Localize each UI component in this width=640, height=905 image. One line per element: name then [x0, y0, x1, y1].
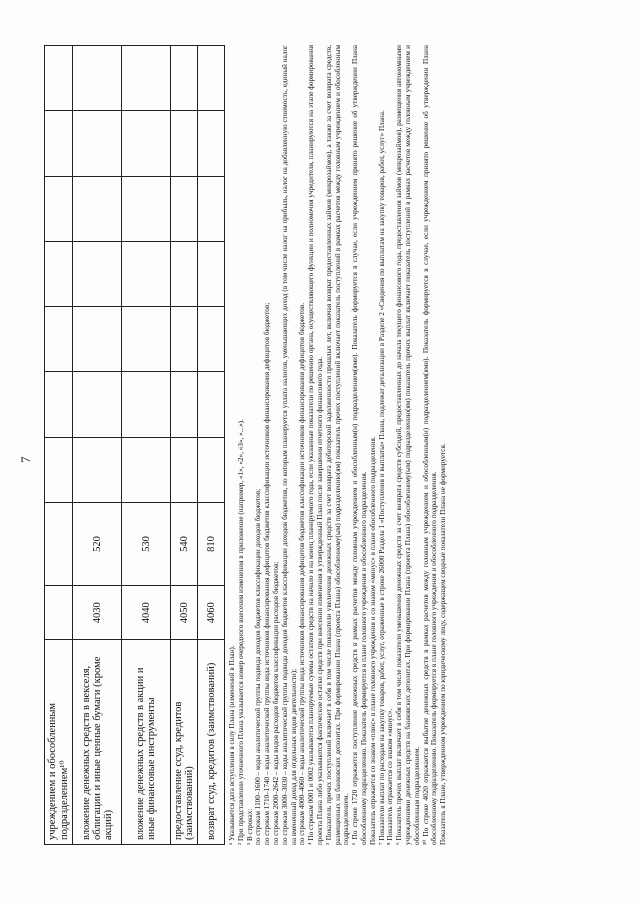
table-cell [45, 372, 73, 437]
table-cell: возврат ссуд, кредитов (заимствований) [198, 640, 225, 845]
table-cell: 4050 [171, 586, 198, 640]
table-cell [122, 437, 171, 502]
footnote: по строкам 4000–4060 – коды аналитической группы вида источников финансирования дефицитов бюджетов классификации источников финансирования дефицитов бюджетов. [298, 302, 307, 845]
table-cell [73, 46, 122, 111]
footnote: ¹ Указывается дата вступления в силу Плана (изменений в План). [228, 645, 236, 845]
table-cell [198, 307, 225, 372]
table-cell [171, 307, 198, 372]
table-cell [45, 111, 73, 176]
table-row [73, 46, 122, 845]
table-row [122, 46, 171, 845]
table-cell: 4030 [73, 586, 122, 640]
footnote: ⁸ Показатель отражается со знаком «минус». [386, 708, 395, 845]
table-cell [73, 176, 122, 241]
table-cell: 530 [122, 502, 171, 586]
table-cell [73, 372, 122, 437]
table-row [171, 46, 198, 845]
table-cell [73, 307, 122, 372]
table-cell [73, 111, 122, 176]
footnote: ¹⁰ По строке 4020 отражается выбытие денежных средств в рамках расчетов между головным учреждением и обособленным(и) подразделением(ями). Показатель формируется в случае, если учреждением принято решение об утверждении Плана обособленному подразделению. Показатель формируется в плане головного учреждения и обособленного подразделения. [421, 45, 439, 845]
footnote: ⁷ Показатели выплат по расходам на закупку товаров, работ, услуг, отраженные в строке 26000 Раздела 1 «Поступления и выплаты» Плана, подлежат детализации в Разделе 2 «Сведения по выплатам на закупку товаров, работ, услуг» Плана. [377, 110, 386, 845]
table-cell [122, 176, 171, 241]
table-cell: 520 [73, 502, 122, 586]
footnote: ⁴ По строкам 0001 и 0002 указываются планируемые суммы остатков средств на начало и на конец планируемого года, если указанные показатели по решению органа, осуществляющего функции и полномочия учредителя, планируются на этапе формирования проекта Плана либо указываются фактические остатки средств при внесении изменения в утвержденный План после завершения отчетного финансового года. [307, 45, 324, 845]
table-cell [45, 46, 73, 111]
table-cell [198, 241, 225, 306]
table-cell [171, 372, 198, 437]
table-cell [45, 586, 73, 640]
table-cell: 810 [198, 502, 225, 586]
table-cell [171, 111, 198, 176]
table-cell [122, 111, 171, 176]
table-row [198, 46, 225, 845]
page-number: 7 [18, 456, 33, 463]
table-cell [73, 241, 122, 306]
table-cell: предоставление ссуд, кредитов (заимствований) [171, 640, 198, 845]
table-cell [122, 307, 171, 372]
table-cell: вложение денежных средств в акции и иные финансовые инструменты [122, 640, 171, 845]
table-cell [45, 241, 73, 306]
table-cell [171, 176, 198, 241]
table-cell [45, 502, 73, 586]
footnotes [228, 45, 448, 845]
table-cell [122, 372, 171, 437]
table-cell [45, 437, 73, 502]
footnote: по строкам 2000–2642 – коды видов расходов бюджетов классификации расходов бюджетов; [271, 561, 280, 845]
footnote: ³ В строках: [245, 808, 254, 845]
footnote: Показатель в Плане, утвержденном учреждением по юридическому лицу, содержащем сводные показатели Плана не формируется. [439, 443, 448, 845]
footnote: ⁹ Показатель прочих выплат включает в себя в том числе показатели уменьшения денежных средств за счет возврата средств субсидий, предоставленных до начала текущего финансового года, предоставления займов (микрозаймов), размещения автономными учреждениями денежных средств на банковских депозитах. При формировании Плана (проекта Плана) обособленному(ым) подразделению(ям) показатель прочих выплат включает показатель поступлений в рамках расчетов между головным учреждением и обособленным подразделением. [395, 45, 421, 845]
table-cell [45, 176, 73, 241]
footnote: ² При представлении уточненного Плана указывается номер очередного внесения изменения в приложение (например, «1», «2», «3», «...»). [236, 419, 245, 845]
footnote: по строкам 1710–1740 – коды аналитической группы вида источников финансирования дефицитов бюджетов классификации источников финансирования дефицитов бюджетов; [263, 302, 272, 845]
table-cell [45, 307, 73, 372]
footnote: ⁵ Показатель прочих поступлений включает в себя в том числе показатели увеличения денежных средств за счет возврата дебиторской задолженности прошлых лет, включая возврат предоставленных займов (микрозаймов), а также за счет возврата средств, размещенных на банковских депозитах. При формировании Плана (проекта Плана) обособленному(ым) подразделению(ям) показатель прочих поступлений включает показатель поступлений в рамках расчетов между головным учреждением и обособленным подразделением. [324, 45, 351, 845]
table-cell [122, 46, 171, 111]
table-cell [122, 241, 171, 306]
plan-table [44, 45, 225, 845]
table-cell [171, 437, 198, 502]
footnote: Показатель отражается со знаком «плюс» в плане головного учреждения и со знаком «минус» в плане обособленного подразделения. [368, 436, 377, 845]
table-cell [73, 437, 122, 502]
table-cell [171, 241, 198, 306]
table-cell: вложение денежных средств в векселя, облигации и иные ценные бумаги (кроме акций) [73, 640, 122, 845]
table-cell [198, 372, 225, 437]
table-cell [198, 111, 225, 176]
footnote: ⁶ По строке 1720 отражается поступление денежных средств в рамках расчетов между головным учреждением и обособленным(и) подразделением(ями). Показатель формируется в случае, если учреждением принято решение об утверждении Плана обособленному подразделению. Показатель формируется в плане головного учреждения и обособленного подразделения. [351, 45, 368, 845]
table-cell [198, 46, 225, 111]
table-cell: 4060 [198, 586, 225, 640]
table-cell [198, 437, 225, 502]
table-cell: учреждением и обособленным подразделением¹⁰ [45, 640, 73, 845]
footnote: по строкам 3000–3030 – коды аналитической группы подвида доходов бюджетов классификации доходов бюджетов, по которым планируется уплата налогов, уменьшающих доход (в том числе налог на прибыль, налог на добавленную стоимость, единый налог на вмененный доход для отдельных видов деятельности); [280, 45, 298, 845]
table-cell: 540 [171, 502, 198, 586]
table-cell [171, 46, 198, 111]
table-cell [198, 176, 225, 241]
table-cell: 4040 [122, 586, 171, 640]
table-row [45, 46, 73, 845]
footnote: по строкам 1100–1600 – коды аналитической группы подвида доходов бюджетов классификации доходов бюджетов; [254, 488, 263, 845]
